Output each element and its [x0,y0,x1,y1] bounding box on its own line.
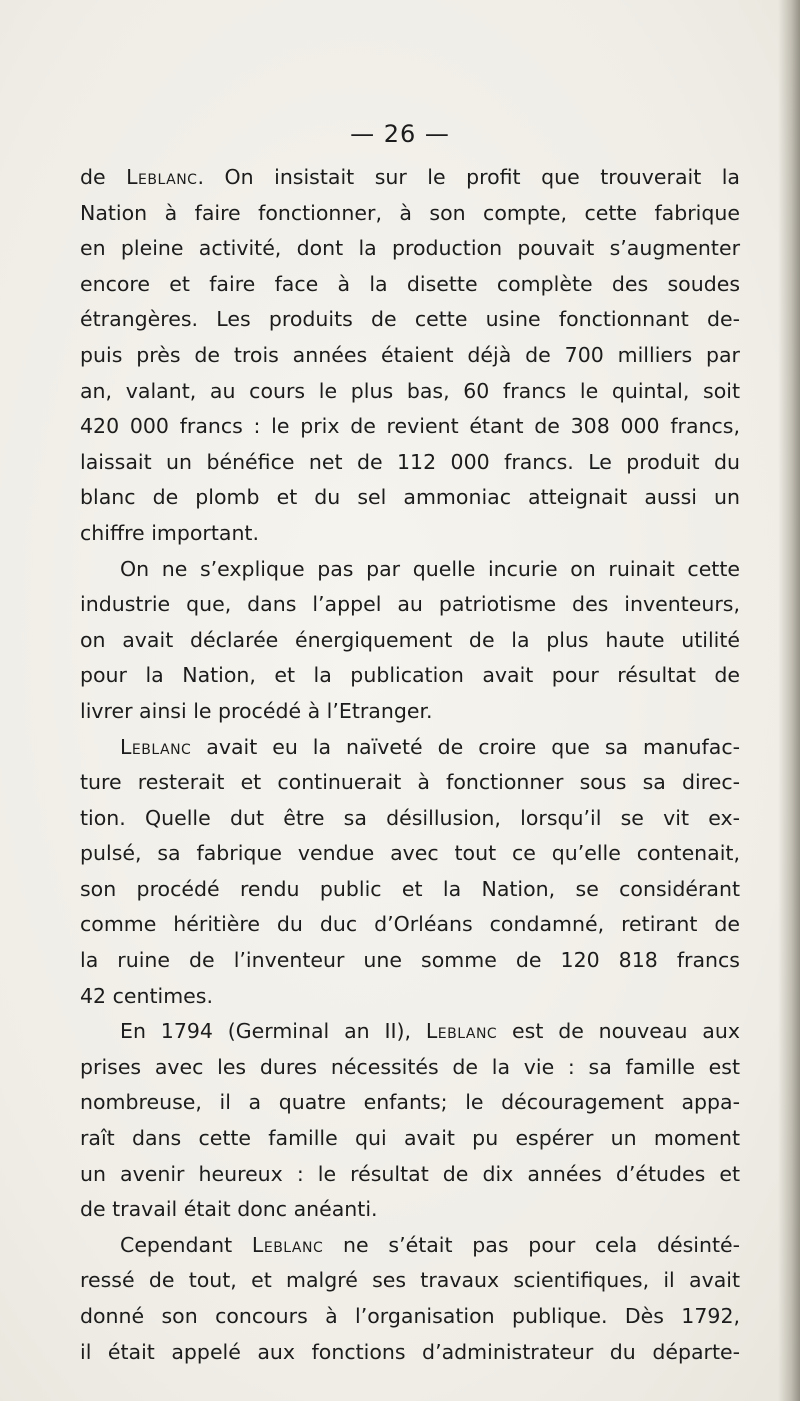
text-segment: de [80,165,127,189]
text-segment: livrer ainsi le procédé à l’Etranger. [80,698,433,723]
text-line [80,872,740,908]
text-segment: on avait déclarée énergiquement de la plus haute utilité [80,627,740,652]
text-line [80,765,740,801]
text-segment: blanc de plomb et du sel ammoniac atteignait aussi un [80,485,740,510]
text-segment: pour la Nation, et la publication avait pour résultat de [80,663,740,688]
text-line [80,1157,740,1193]
text-segment: industrie que, dans l’appel au patriotisme des inventeurs, [80,592,740,617]
text-line [80,445,740,481]
text-line [80,1121,740,1157]
text-segment: ture resterait et continuerait à fonctionner sous sa direc- [80,770,740,795]
text-segment: encore et faire face à la disette complète des soudes [80,271,740,296]
text-line [80,801,740,837]
text-segment: nombreuse, il a quatre enfants; le découragement appa- [80,1090,740,1115]
text-line [80,694,740,730]
text-line [80,658,740,694]
text-line [80,1263,740,1299]
text-segment: Cependant [120,1232,252,1257]
text-segment: de travail était donc anéanti. [80,1197,378,1222]
text-line [80,409,740,445]
text-line [80,196,740,232]
text-line [80,302,740,338]
text-segment: ressé de tout, et malgré ses travaux scientifiques, il avait [80,1268,740,1293]
text-segment: ne s’était pas pour cela désinté- [323,1232,740,1257]
text-line [80,160,740,196]
author-name: Leblanc [425,1019,498,1044]
text-line [80,1014,740,1050]
text-segment: puis près de trois années étaient déjà de 700 milliers par [80,342,740,367]
text-segment: comme héritière du duc d’Orléans condamné, retirant de [80,912,740,937]
text-segment: an, valant, au cours le plus bas, 60 francs le quintal, soit [80,378,740,403]
text-segment: prises avec les dures nécessités de la vie : sa famille est [80,1054,740,1079]
text-line [80,1192,740,1228]
text-line [80,730,740,766]
text-segment: il était appelé aux fonctions d’administrateur du départe- [80,1339,740,1364]
text-line [80,267,740,303]
text-line [80,1085,740,1121]
text-segment: 420 000 francs : le prix de revient étant de 308 000 francs, [80,414,740,439]
text-segment: son procédé rendu public et la Nation, se considérant [80,876,740,901]
text-line [80,1050,740,1086]
text-line [80,552,740,588]
text-segment: la ruine de l’inventeur une somme de 120 818 francs [80,948,740,973]
text-segment: pulsé, sa fabrique vendue avec tout ce qu’elle contenait, [80,841,740,866]
text-line [80,1228,740,1264]
text-segment: est de nouveau aux [497,1019,740,1044]
text-line [80,907,740,943]
text-segment: raît dans cette famille qui avait pu espérer un moment [80,1126,740,1151]
page-number: — 26 — [350,120,450,148]
page-edge-shadow [778,0,800,1401]
text-segment: . On insistait sur le profit que trouverait la [197,165,740,189]
text-segment: donné son concours à l’organisation publique. Dès 1792, [80,1304,740,1328]
text-segment: en pleine activité, dont la production pouvait s’augmenter [80,236,740,261]
text-line [80,943,740,979]
text-segment: un avenir heureux : le résultat de dix années d’études et [80,1161,740,1186]
text-line [80,587,740,623]
text-line [80,374,740,410]
text-line [80,979,740,1015]
text-segment: laissait un bénéfice net de 112 000 francs. Le produit du [80,449,740,474]
text-segment: étrangères. Les produits de cette usine fonctionnant de- [80,307,740,332]
author-name: Leblanc [120,734,192,759]
text-segment: Nation à faire fonctionner, à son compte, cette fabrique [80,200,740,225]
text-line [80,836,740,872]
text-segment: chiffre important. [80,520,259,545]
author-name: Leblanc [251,1232,324,1257]
text-segment: On ne s’explique pas par quelle incurie on ruinait cette [120,556,740,581]
text-segment: En 1794 (Germinal an II), [120,1019,426,1044]
text-line [80,516,740,552]
author-name: Leblanc [126,165,198,189]
text-line [80,231,740,267]
text-segment: 42 centimes. [80,983,213,1008]
text-line [80,480,740,516]
text-segment: tion. Quelle dut être sa désillusion, lorsqu’il se vit ex- [80,805,740,830]
text-line [80,338,740,374]
body-text [80,160,740,1370]
text-segment: avait eu la naïveté de croire que sa manufac- [191,734,740,759]
text-line [80,1335,740,1371]
text-line [80,1299,740,1335]
text-line [80,623,740,659]
